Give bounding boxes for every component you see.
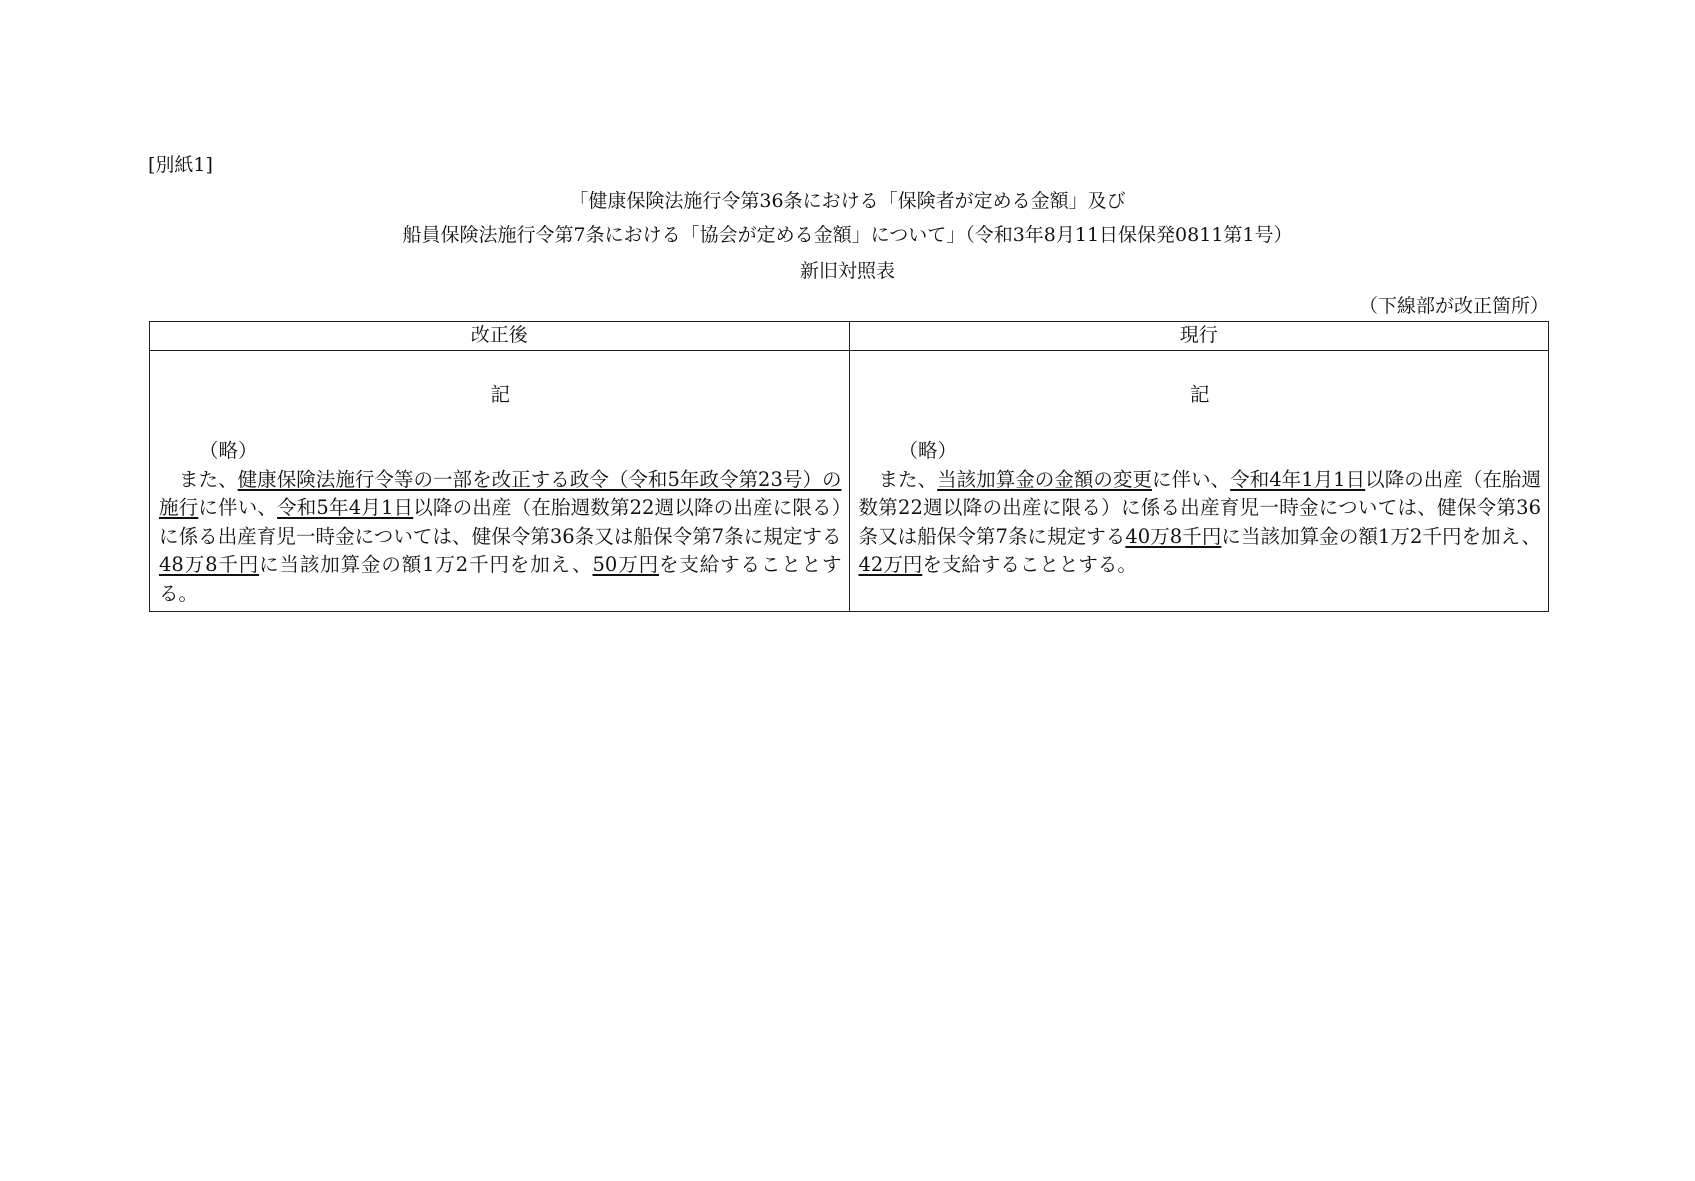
text-segment: を支給することとする。: [922, 553, 1137, 576]
table-row: [150, 351, 1549, 612]
text-segment: に当該加算金の額1万2千円を加え、: [259, 553, 593, 576]
amended-text-segment: 令和5年4月1日: [277, 496, 414, 519]
text-segment: に伴い、: [1152, 467, 1231, 491]
attachment-label: [別紙1]: [148, 154, 213, 176]
document-title-line-3: 新旧対照表: [799, 260, 895, 282]
revised-ryaku: （略）: [199, 439, 258, 462]
text-segment: を支給することとする。: [159, 553, 842, 605]
amended-text-segment: 健康保険法施行令等の一部を改正する政令（令和5年政令第23号）の施行: [159, 467, 842, 519]
document-title-line-1: 「健康保険法施行令第36条における「保険者が定める金額」及び: [569, 190, 1126, 212]
current-body-text: [859, 466, 1542, 580]
text-segment: 以降の出産（在胎週数第22週以降の出産に限る）に係る出産育児一時金については、健保令第36条又は船保令第7条に規定する: [159, 496, 842, 548]
amended-text-segment: 当該加算金の金額の変更: [937, 467, 1152, 491]
amended-text-segment: 令和4年1月1日: [1230, 467, 1366, 491]
amended-text-segment: 48万8千円: [159, 553, 260, 576]
table-header-row: [150, 322, 1549, 351]
text-segment: 以降の出産（在胎週数第22週以降の出産に限る）に係る出産育児一時金については、健保令第36条又は船保令第7条に規定する: [858, 467, 1541, 548]
amended-text-segment: 40万8千円: [1125, 524, 1222, 548]
current-cell: [849, 351, 1549, 612]
text-segment: に伴い、: [198, 496, 278, 519]
document-title-line-2: 船員保険法施行令第7条における「協会が定める金額」について」（令和3年8月11日保保発0811第1号）: [402, 224, 1293, 246]
revised-ki: 記: [490, 383, 510, 406]
revised-body-text: [159, 466, 842, 609]
amended-text-segment: 50万円: [592, 553, 659, 576]
text-segment: また、: [878, 467, 938, 491]
header-revised: 改正後: [150, 322, 850, 351]
underline-note: （下線部が改正箇所）: [1358, 295, 1549, 317]
comparison-table: [149, 321, 1549, 612]
text-segment: に当該加算金の額1万2千円を加え、: [1221, 524, 1541, 548]
text-segment: また、: [179, 467, 238, 491]
current-ryaku: （略）: [898, 439, 958, 462]
amended-text-segment: 42万円: [858, 553, 923, 576]
current-ki: 記: [1189, 383, 1210, 406]
revised-cell: [150, 351, 850, 612]
header-current: 現行: [849, 322, 1549, 351]
